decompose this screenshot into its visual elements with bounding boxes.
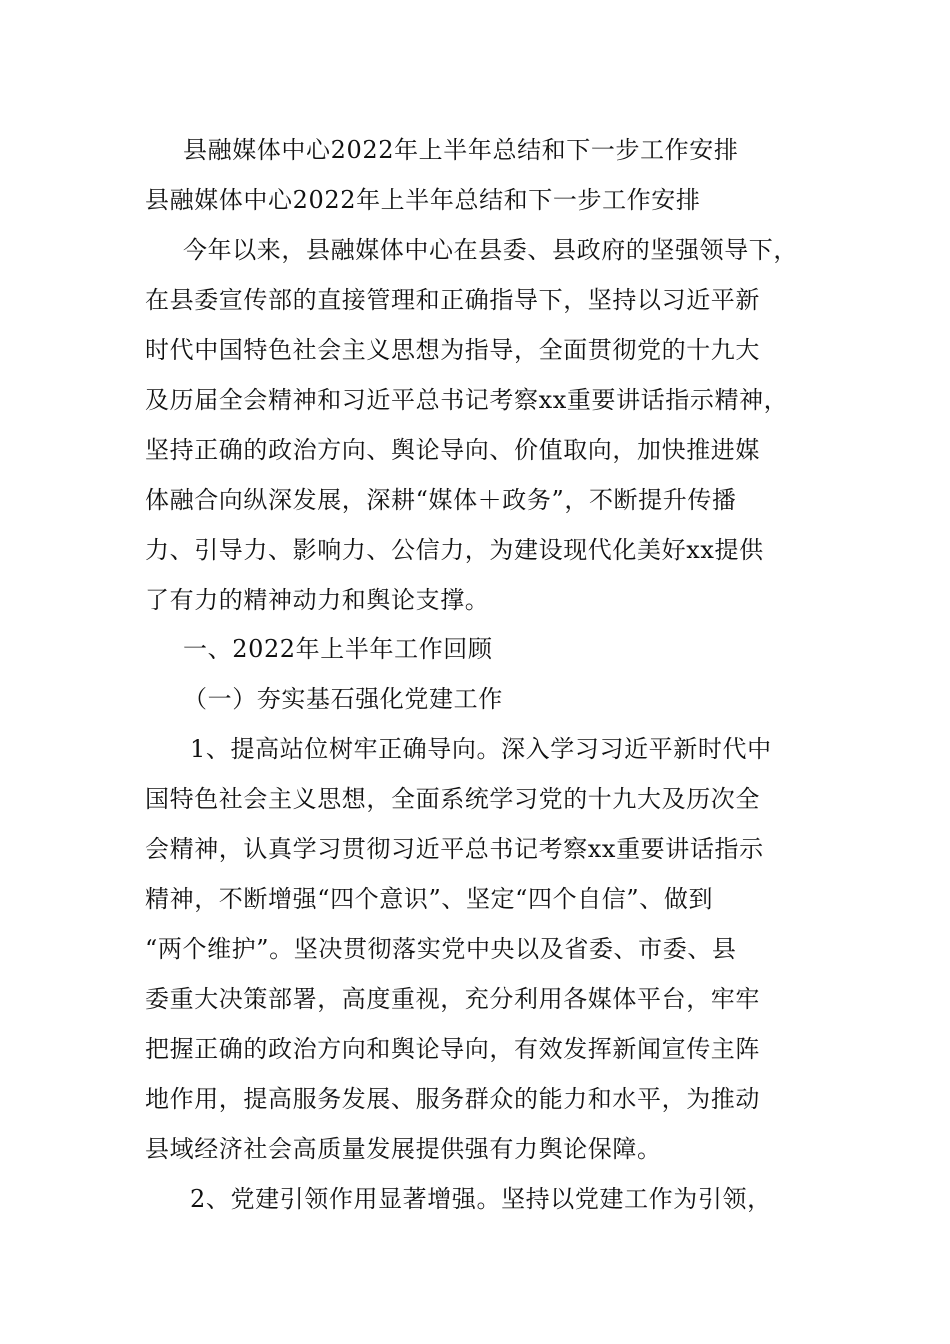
intro-line: 今年以来，县融媒体中心在县委、县政府的坚强领导下， [183,236,798,264]
item-1-line: 1、提高站位树牢正确导向。深入学习习近平新时代中 [190,735,772,763]
item-1-line: 县域经济社会高质量发展提供强有力舆论保障。 [145,1135,662,1163]
intro-line: 在县委宣传部的直接管理和正确指导下，坚持以习近平新 [145,286,760,314]
item-1-line: 地作用，提高服务发展、服务群众的能力和水平，为推动 [145,1085,760,1113]
intro-line: 时代中国特色社会主义思想为指导，全面贯彻党的十九大 [145,336,760,364]
item-1-line: 会精神，认真学习贯彻习近平总书记考察xx重要讲话指示 [145,835,764,863]
document-title-line-1: 县融媒体中心2022年上半年总结和下一步工作安排 [183,136,739,164]
subsection-heading: （一）夯实基石强化党建工作 [183,685,503,713]
section-heading: 一、2022年上半年工作回顾 [183,635,493,663]
intro-line: 坚持正确的政治方向、舆论导向、价值取向，加快推进媒 [145,436,760,464]
intro-line: 了有力的精神动力和舆论支撑。 [145,586,490,614]
item-2-line: 2、党建引领作用显著增强。坚持以党建工作为引领， [190,1185,772,1213]
item-1-line: 把握正确的政治方向和舆论导向，有效发挥新闻宣传主阵 [145,1035,760,1063]
item-1-line: 委重大决策部署，高度重视，充分利用各媒体平台，牢牢 [145,985,760,1013]
document-title-line-2: 县融媒体中心2022年上半年总结和下一步工作安排 [145,186,701,214]
item-1-line: “两个维护”。坚决贯彻落实党中央以及省委、市委、县 [145,935,737,963]
intro-line: 体融合向纵深发展，深耕“媒体＋政务”，不断提升传播 [145,486,737,514]
intro-line: 力、引导力、影响力、公信力，为建设现代化美好xx提供 [145,536,764,564]
item-1-line: 精神，不断增强“四个意识”、坚定“四个自信”、做到 [145,885,714,913]
item-1-line: 国特色社会主义思想，全面系统学习党的十九大及历次全 [145,785,760,813]
intro-line: 及历届全会精神和习近平总书记考察xx重要讲话指示精神， [145,386,789,414]
